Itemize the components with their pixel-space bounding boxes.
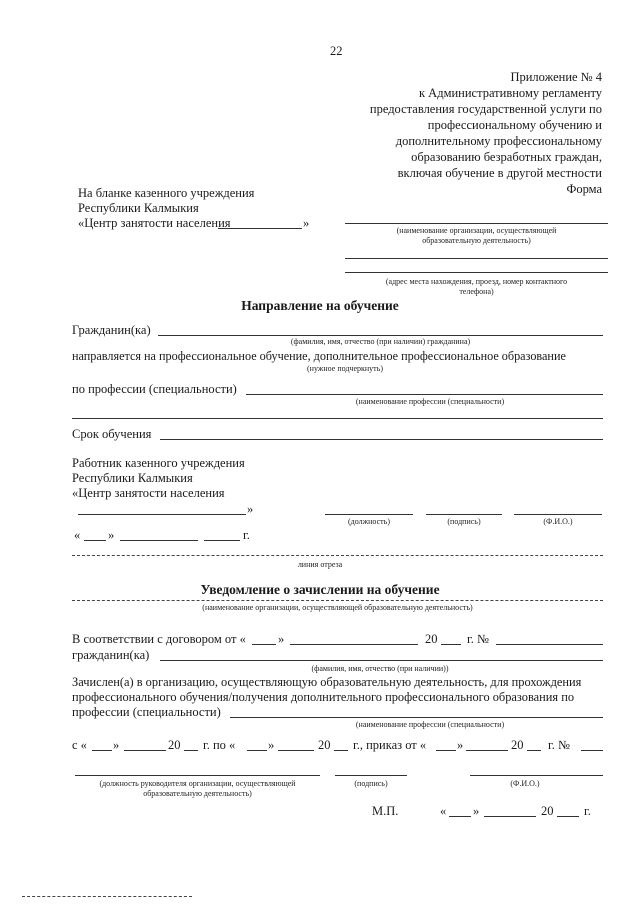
final-year-suffix: г.: [584, 804, 591, 818]
day-field[interactable]: [84, 540, 106, 541]
fio-field[interactable]: [514, 514, 602, 515]
worker-center-field[interactable]: [78, 514, 246, 515]
head-fio-field[interactable]: [470, 775, 603, 776]
head-fio-caption: (Ф.И.О.): [510, 779, 540, 788]
worker-line: Республики Калмыкия: [72, 471, 193, 485]
letterhead-close: »: [303, 216, 310, 230]
head-position-field[interactable]: [75, 775, 320, 776]
order-year-field[interactable]: [527, 750, 541, 751]
contract-year: 20: [425, 632, 438, 646]
final-year: 20: [541, 804, 554, 818]
to-year-field[interactable]: [334, 750, 348, 751]
to-day-field[interactable]: [247, 750, 267, 751]
order-no-label: г. №: [548, 738, 570, 752]
contract-no-label: г. №: [467, 632, 489, 646]
cut-line: [72, 555, 603, 556]
appendix-line: предоставления государственной услуги по: [369, 102, 602, 116]
order-close: »: [457, 738, 464, 752]
referral-title: Направление на обучение: [241, 298, 399, 313]
position-caption: (должность): [348, 517, 390, 526]
order-year: 20: [511, 738, 524, 752]
fio-caption: (Ф.И.О.): [543, 517, 573, 526]
letterhead-line: Республики Калмыкия: [78, 201, 199, 215]
contract-day-field[interactable]: [252, 644, 276, 645]
enrolled-text: Зачислен(а) в организацию, осуществляющую образовательную деятельность, для прохождения: [72, 675, 582, 689]
contract-close: »: [278, 632, 285, 646]
term-label: Срок обучения: [72, 427, 152, 441]
page-number: 22: [330, 44, 343, 58]
recipient-org-field-2[interactable]: [345, 258, 608, 259]
final-month-field[interactable]: [484, 816, 536, 817]
contract-month-field[interactable]: [290, 644, 418, 645]
to-month-field[interactable]: [278, 750, 314, 751]
notice-profession-field[interactable]: [230, 717, 603, 718]
order-day-field[interactable]: [436, 750, 456, 751]
year-field[interactable]: [204, 540, 240, 541]
notice-profession-label: профессии (специальности): [72, 705, 221, 719]
from-day-field[interactable]: [92, 750, 112, 751]
notice-org-caption: (наименование организации, осуществляющей образовательную деятельность): [202, 603, 473, 612]
center-name-blank[interactable]: [218, 228, 302, 229]
final-date-close: »: [473, 804, 480, 818]
appendix-line: включая обучение в другой местности: [397, 166, 602, 180]
notice-citizen-field[interactable]: [160, 660, 603, 661]
order-label: г., приказ от «: [353, 738, 427, 752]
from-month-field[interactable]: [124, 750, 166, 751]
recipient-org-caption: образовательную деятельность): [422, 236, 531, 245]
worker-line: Работник казенного учреждения: [72, 456, 245, 470]
citizen-caption: (фамилия, имя, отчество (при наличии) гражданина): [290, 337, 471, 346]
contract-no-field[interactable]: [496, 644, 603, 645]
appendix-line: Приложение № 4: [510, 70, 602, 84]
letterhead-line: «Центр занятости населения: [78, 216, 231, 230]
notice-citizen-caption: (фамилия, имя, отчество (при наличии)): [311, 664, 449, 673]
recipient-address-field[interactable]: [345, 272, 608, 273]
notice-citizen-label: гражданин(ка): [72, 648, 150, 662]
head-signature-field[interactable]: [335, 775, 407, 776]
order-month-field[interactable]: [466, 750, 508, 751]
worker-line: «Центр занятости населения: [72, 486, 225, 500]
sent-text: направляется на профессиональное обучение, дополнительное профессиональное образование: [72, 349, 566, 363]
position-field[interactable]: [325, 514, 413, 515]
notice-profession-caption: (наименование профессии (специальности): [355, 720, 505, 729]
profession-field-2[interactable]: [72, 418, 603, 419]
from-label: с «: [72, 738, 87, 752]
contract-year-field[interactable]: [441, 644, 461, 645]
recipient-org-caption: (наименование организации, осуществляющей: [396, 226, 557, 235]
final-date-open: «: [440, 804, 447, 818]
form-label: Форма: [566, 182, 602, 196]
profession-label: по профессии (специальности): [72, 382, 237, 396]
citizen-name-field[interactable]: [158, 335, 603, 336]
profession-field[interactable]: [246, 394, 603, 395]
date-open: «: [74, 528, 81, 542]
head-caption: (должность руководителя организации, осуществляющей: [99, 779, 296, 788]
date-close: »: [108, 528, 115, 542]
contract-text: В соответствии с договором от «: [72, 632, 246, 646]
appendix-line: к Административному регламенту: [418, 86, 602, 100]
notice-org-field[interactable]: [72, 600, 603, 601]
recipient-address-caption: (адрес места нахождения, проезд, номер контактного: [385, 277, 568, 286]
notice-title: Уведомление о зачислении на обучение: [200, 582, 440, 597]
order-no-field[interactable]: [581, 750, 603, 751]
to-label: г. по «: [203, 738, 236, 752]
year-suffix: г.: [243, 528, 250, 542]
cut-line-caption: линия отреза: [297, 560, 343, 569]
underline-caption: (нужное подчеркнуть): [307, 364, 383, 373]
signature-caption: (подпись): [447, 517, 481, 526]
appendix-line: профессиональному обучению и: [427, 118, 602, 132]
head-caption: образовательную деятельность): [143, 789, 252, 798]
final-day-field[interactable]: [449, 816, 471, 817]
profession-caption: (наименование профессии (специальности): [355, 397, 505, 406]
worker-close: »: [247, 502, 254, 516]
citizen-label: Гражданин(ка): [72, 323, 151, 337]
to-close: »: [268, 738, 275, 752]
signature-field[interactable]: [426, 514, 502, 515]
stamp-label: М.П.: [372, 804, 399, 818]
final-year-field[interactable]: [557, 816, 579, 817]
to-year: 20: [318, 738, 331, 752]
footer-rule: [22, 896, 192, 897]
appendix-line: дополнительному профессиональному: [395, 134, 602, 148]
enrolled-text: профессионального обучения/получения дополнительного профессионального образования по: [72, 690, 575, 704]
head-signature-caption: (подпись): [354, 779, 388, 788]
recipient-org-field[interactable]: [345, 223, 608, 224]
from-year-field[interactable]: [184, 750, 198, 751]
recipient-address-caption: телефона): [459, 287, 494, 296]
term-field[interactable]: [160, 439, 603, 440]
month-field[interactable]: [120, 540, 198, 541]
appendix-line: образованию безработных граждан,: [411, 150, 602, 164]
letterhead-line: На бланке казенного учреждения: [78, 186, 255, 200]
from-year: 20: [168, 738, 181, 752]
from-close: »: [113, 738, 120, 752]
